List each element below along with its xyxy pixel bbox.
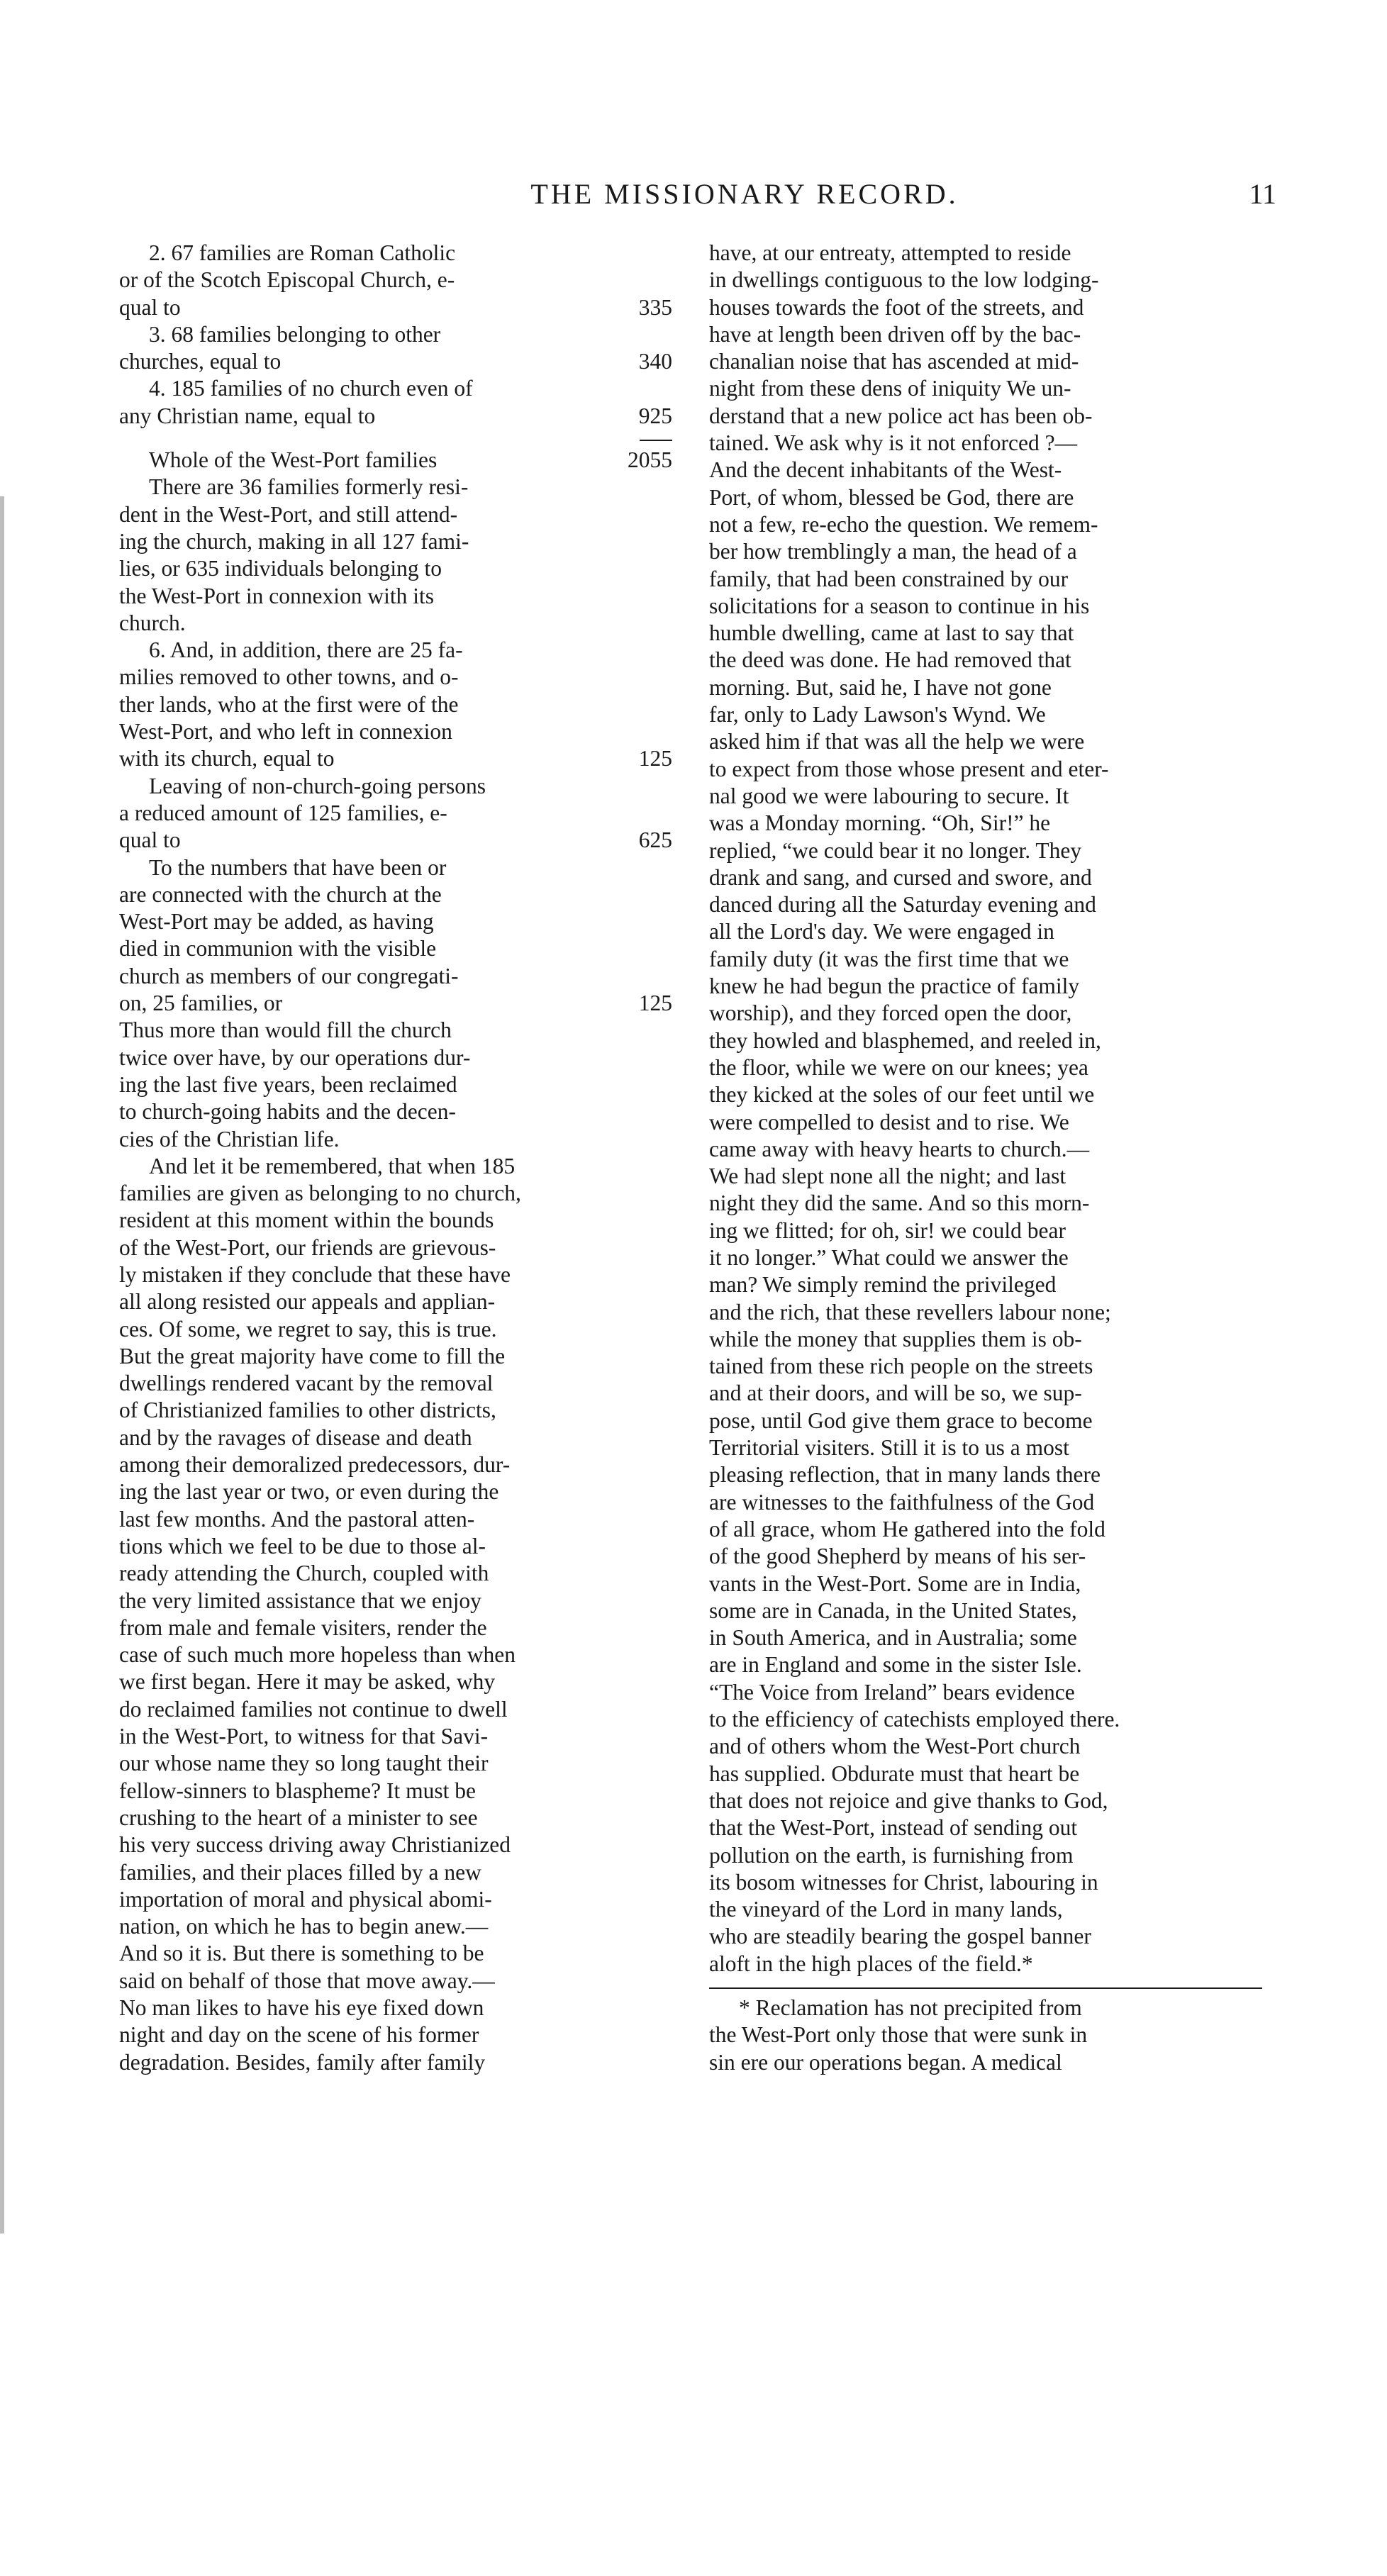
right-column-line-text: derstand that a new police act has been ob- — [709, 403, 1093, 428]
left-column-line — [119, 854, 672, 881]
right-column-line — [709, 1271, 1262, 1298]
right-column-line — [709, 1027, 1262, 1054]
right-column — [709, 240, 1262, 2076]
right-column-line-text: and the rich, that these revellers labour none; — [709, 1299, 1111, 1325]
right-column-line — [709, 1299, 1262, 1326]
left-column-line-text: Thus more than would fill the church — [119, 1017, 452, 1043]
left-column-line — [119, 321, 672, 348]
left-column-line-text: do reclaimed families not continue to dwell — [119, 1696, 508, 1722]
left-column-line — [119, 1696, 672, 1723]
right-column-line — [709, 1869, 1262, 1896]
left-column-line-text: Leaving of non-church-going persons — [149, 773, 486, 798]
right-column-line-text: houses towards the foot of the streets, and — [709, 294, 1084, 320]
right-column-line — [709, 647, 1262, 674]
right-column-line-text: “The Voice from Ireland” bears evidence — [709, 1679, 1075, 1705]
left-column-line — [119, 800, 672, 827]
right-column-line-text: pose, until God give them grace to become — [709, 1407, 1093, 1433]
right-column-line — [709, 810, 1262, 837]
left-column-line — [119, 1615, 672, 1641]
right-column-line-text: night they did the same. And so this morn- — [709, 1191, 1090, 1216]
left-column-line-text: ready attending the Church, coupled with — [119, 1561, 489, 1586]
left-column-line-text: degradation. Besides, family after family — [119, 2049, 486, 2075]
right-column-line-text: family, that had been constrained by our — [709, 566, 1069, 591]
left-column-line-text: of Christianized families to other districts, — [119, 1398, 496, 1423]
left-column-line — [119, 935, 672, 962]
right-column-line — [709, 1000, 1262, 1027]
right-column-line — [709, 864, 1262, 891]
left-column-line-figure: 335 — [638, 294, 672, 320]
left-column-line-text: ing the church, making in all 127 fami- — [119, 528, 469, 554]
left-column-line-text: or of the Scotch Episcopal Church, e- — [119, 267, 455, 293]
binding-edge-mark — [0, 496, 4, 2234]
left-column-line-text: and by the ravages of disease and death — [119, 1424, 472, 1450]
left-column-line-text: among their demoralized predecessors, dur- — [119, 1452, 511, 1478]
right-column-line-text: We had slept none all the night; and last — [709, 1164, 1066, 1189]
right-column-line — [709, 1679, 1262, 1706]
right-column-line — [709, 566, 1262, 593]
left-column-line-text: any Christian name, equal to — [119, 403, 376, 428]
left-column-line — [119, 1234, 672, 1261]
right-column-line-text: the West-Port only those that were sunk in — [709, 2022, 1088, 2048]
left-column-line — [119, 2022, 672, 2048]
right-column-line — [709, 1598, 1262, 1624]
left-column-line — [119, 1451, 672, 1478]
left-column-line — [119, 1071, 672, 1098]
right-column-line-text: in South America, and in Australia; some — [709, 1625, 1077, 1651]
left-column-line-text: To the numbers that have been or — [149, 854, 447, 880]
right-column-line-text: vants in the West-Port. Some are in India, — [709, 1571, 1081, 1596]
right-column-line-text: while the money that supplies them is ob- — [709, 1326, 1082, 1351]
right-column-line-text: night from these dens of iniquity We un- — [709, 376, 1071, 401]
left-column-line — [119, 1424, 672, 1451]
right-column-line — [709, 1896, 1262, 1923]
right-column-line-text: morning. But, said he, I have not gone — [709, 674, 1052, 700]
right-column-line — [709, 1109, 1262, 1136]
right-column-line-text: sin ere our operations began. A medical — [709, 2049, 1062, 2075]
right-column-line — [709, 1217, 1262, 1244]
right-column-line — [709, 1923, 1262, 1950]
left-column-line — [119, 1805, 672, 1831]
left-column-line — [119, 501, 672, 528]
left-column-line — [119, 1506, 672, 1533]
right-column-line — [709, 1814, 1262, 1841]
right-column-line-text: to expect from those whose present and eter- — [709, 756, 1109, 781]
left-column-line — [119, 267, 672, 294]
left-column-line-text: crushing to the heart of a minister to see — [119, 1805, 478, 1830]
right-column-line — [709, 1951, 1262, 1978]
right-column-line — [709, 484, 1262, 511]
left-column-line-text: milies removed to other towns, and o- — [119, 664, 459, 690]
right-column-line-text: man? We simply remind the privileged — [709, 1272, 1057, 1298]
left-column-line — [119, 528, 672, 555]
left-column-line-text: 2. 67 families are Roman Catholic — [149, 240, 456, 265]
right-column-line-text: of the good Shepherd by means of his ser- — [709, 1544, 1086, 1569]
left-column-line-text: night and day on the scene of his former — [119, 2022, 479, 2048]
left-column-line — [119, 1533, 672, 1560]
left-column-line-text: churches, equal to — [119, 349, 282, 374]
left-column-line — [119, 637, 672, 664]
left-column-line-text: And let it be remembered, that when 185 — [149, 1153, 516, 1178]
right-column-line-text: were compelled to desist and to rise. We — [709, 1109, 1069, 1134]
right-column-line-text: Port, of whom, blessed be God, there are — [709, 484, 1074, 510]
left-column-line-text: to church-going habits and the decen- — [119, 1099, 456, 1125]
right-column-line-text: asked him if that was all the help we were — [709, 729, 1085, 754]
left-column-line — [119, 773, 672, 800]
left-column-line — [119, 1288, 672, 1315]
left-column-line-text: But the great majority have come to fill the — [119, 1343, 506, 1368]
left-column-line-text: Whole of the West-Port families — [149, 447, 438, 473]
right-column-line-text: to the efficiency of catechists employed there. — [709, 1707, 1120, 1732]
right-column-line-text: has supplied. Obdurate must that heart be — [709, 1761, 1080, 1786]
right-column-line — [709, 1543, 1262, 1570]
left-column-line — [119, 348, 672, 375]
right-column-line-text: are in England and some in the sister Isle. — [709, 1652, 1082, 1678]
left-column-line-figure: 625 — [638, 827, 672, 853]
right-column-line-text: ing we flitted; for oh, sir! we could bear — [709, 1217, 1066, 1243]
right-column-line — [709, 620, 1262, 647]
left-column-line-text: ly mistaken if they conclude that these have — [119, 1261, 511, 1287]
left-column-line-text: tions which we feel to be due to those al- — [119, 1533, 486, 1559]
left-column-line — [119, 881, 672, 908]
left-column-line — [119, 1641, 672, 1668]
left-column-line — [119, 1343, 672, 1370]
right-column-line-text: in dwellings contiguous to the low lodging- — [709, 267, 1099, 293]
right-column-line — [709, 1842, 1262, 1869]
right-column-line — [709, 2022, 1262, 2048]
left-column-line-text: ces. Of some, we regret to say, this is true. — [119, 1316, 497, 1342]
right-column-line-text: they kicked at the soles of our feet until we — [709, 1082, 1095, 1108]
right-column-line-text: replied, “we could bear it no longer. They — [709, 837, 1082, 863]
left-column-line — [119, 610, 672, 637]
left-column-line-text: nation, on which he has to begin anew.— — [119, 1914, 489, 1939]
left-column-line — [119, 691, 672, 718]
right-column-line-text: was a Monday morning. “Oh, Sir!” he — [709, 810, 1051, 836]
left-column-rule — [640, 440, 672, 441]
right-column-line-text: * Reclamation has not precipited from — [739, 1995, 1082, 2020]
left-column-line — [119, 1126, 672, 1153]
left-column-line — [119, 1859, 672, 1886]
right-column-line — [709, 403, 1262, 430]
right-column-line — [709, 1081, 1262, 1108]
right-column-line-text: of all grace, whom He gathered into the fold — [709, 1516, 1105, 1541]
left-column-line — [119, 990, 672, 1017]
right-column-line — [709, 1353, 1262, 1380]
left-column-line — [119, 1968, 672, 1995]
right-column-line-text: that does not rejoice and give thanks to God, — [709, 1788, 1108, 1813]
right-column-line — [709, 593, 1262, 620]
right-column-line — [709, 430, 1262, 457]
right-column-line-text: and at their doors, and will be so, we sup- — [709, 1381, 1082, 1406]
right-column-line — [709, 348, 1262, 375]
right-column-line-text: and of others whom the West-Port church — [709, 1734, 1081, 1759]
left-column-line-text: And so it is. But there is something to be — [119, 1941, 484, 1966]
right-column-line-text: humble dwelling, came at last to say that — [709, 620, 1074, 646]
left-column-line-text: There are 36 families formerly resi- — [149, 474, 469, 500]
left-column-line — [119, 1098, 672, 1125]
left-column-line-text: his very success driving away Christianized — [119, 1832, 511, 1858]
right-column-line-text: not a few, re-echo the question. We remem- — [709, 511, 1098, 537]
right-column-line-text: have at length been driven off by the bac- — [709, 321, 1081, 347]
left-column-line — [119, 1831, 672, 1858]
right-column-line — [709, 674, 1262, 701]
left-column-line-text: dwellings rendered vacant by the removal — [119, 1371, 494, 1396]
left-column-line-text: last few months. And the pastoral atten- — [119, 1506, 475, 1532]
left-column-line — [119, 583, 672, 610]
right-column-line-text: And the decent inhabitants of the West- — [709, 457, 1062, 483]
left-column-line — [119, 1207, 672, 1234]
left-column-line — [119, 1886, 672, 1913]
right-column-line-text: chanalian noise that has ascended at mid- — [709, 349, 1079, 374]
left-column-line-text: we first began. Here it may be asked, why — [119, 1669, 496, 1695]
left-column-line-text: the West-Port in connexion with its — [119, 583, 434, 608]
right-column-line — [709, 783, 1262, 810]
page-number: 11 — [1249, 178, 1276, 210]
right-column-line-text: all the Lord's day. We were engaged in — [709, 919, 1054, 944]
left-column-line — [119, 745, 672, 772]
left-column-line-text: our whose name they so long taught their — [119, 1751, 489, 1776]
left-column-line-text: on, 25 families, or — [119, 991, 283, 1016]
left-column-line — [119, 240, 672, 267]
right-column-line — [709, 1407, 1262, 1434]
left-column-line — [119, 1778, 672, 1805]
left-column-line-text: ing the last five years, been reclaimed — [119, 1071, 457, 1097]
left-column-line — [119, 1588, 672, 1615]
left-column-line-figure: 2055 — [628, 447, 672, 473]
right-column-line-text: its bosom witnesses for Christ, labouring in — [709, 1869, 1098, 1895]
page-header — [113, 177, 1276, 227]
right-column-line — [709, 2049, 1262, 2076]
left-column-line-figure: 925 — [638, 403, 672, 428]
left-column-line-text: died in communion with the visible — [119, 936, 437, 961]
left-column-line-text: 4. 185 families of no church even of — [149, 376, 473, 401]
right-column-line-text: that the West-Port, instead of sending out — [709, 1815, 1078, 1841]
right-column-line — [709, 701, 1262, 728]
left-column-line — [119, 1723, 672, 1750]
right-column-line — [709, 538, 1262, 565]
right-column-line — [709, 1651, 1262, 1678]
right-column-line-text: the floor, while we were on our knees; yea — [709, 1054, 1088, 1080]
left-column-line-text: church. — [119, 610, 186, 635]
left-column-line-text: fellow-sinners to blaspheme? It must be — [119, 1778, 477, 1803]
left-column-line — [119, 1560, 672, 1587]
left-column-line — [119, 963, 672, 990]
right-column-line — [709, 1761, 1262, 1788]
right-column-line — [709, 973, 1262, 1000]
left-column-line-text: case of such much more hopeless than when — [119, 1642, 516, 1668]
left-column-line — [119, 827, 672, 854]
left-column-line-text: 3. 68 families belonging to other — [149, 321, 441, 347]
left-column-line — [119, 1044, 672, 1071]
right-column-line-text: ber how tremblingly a man, the head of a — [709, 539, 1077, 564]
right-column-line-text: they howled and blasphemed, and reeled in, — [709, 1027, 1101, 1053]
left-column-line — [119, 2049, 672, 2076]
left-column-line-text: No man likes to have his eye fixed down — [119, 1995, 484, 2020]
left-column-line-text: resident at this moment within the bounds — [119, 1208, 494, 1233]
right-column-line-text: worship), and they forced open the door, — [709, 1000, 1072, 1026]
running-title: THE MISSIONARY RECORD. — [530, 178, 959, 210]
left-column-line-text: dent in the West-Port, and still attend- — [119, 501, 458, 527]
left-column-line-text: West-Port, and who left in connexion — [119, 719, 452, 745]
right-column-line-text: drank and sang, and cursed and swore, and — [709, 864, 1092, 890]
left-column-line — [119, 664, 672, 691]
right-column-line-text: knew he had begun the practice of family — [709, 974, 1080, 999]
left-column-line — [119, 1913, 672, 1940]
right-column-line — [709, 1054, 1262, 1081]
right-column-line-text: have, at our entreaty, attempted to reside — [709, 240, 1071, 265]
left-column-line-text: a reduced amount of 125 families, e- — [119, 800, 447, 825]
left-column — [119, 240, 672, 2076]
left-column-line — [119, 1478, 672, 1505]
right-column-line — [709, 1434, 1262, 1461]
left-column-line-text: families are given as belonging to no church, — [119, 1181, 521, 1206]
right-column-line — [709, 1995, 1262, 2022]
right-column-line-text: pleasing reflection, that in many lands there — [709, 1462, 1101, 1488]
right-column-line — [709, 1136, 1262, 1163]
right-column-line-text: who are steadily bearing the gospel banner — [709, 1924, 1091, 1949]
left-column-line-text: families, and their places filled by a new — [119, 1859, 481, 1885]
left-column-line-text: with its church, equal to — [119, 746, 335, 771]
left-column-line-text: twice over have, by our operations dur- — [119, 1044, 471, 1070]
right-column-line — [709, 1788, 1262, 1814]
right-column-line — [709, 1624, 1262, 1651]
right-column-line — [709, 1326, 1262, 1353]
left-column-line-figure: 125 — [638, 991, 672, 1016]
left-column-line-text: 6. And, in addition, there are 25 fa- — [149, 637, 463, 663]
right-column-line — [709, 1571, 1262, 1598]
left-column-line — [119, 403, 672, 430]
left-column-line-text: ther lands, who at the first were of the — [119, 691, 459, 717]
right-column-line — [709, 267, 1262, 294]
right-column-line — [709, 321, 1262, 348]
right-column-line — [709, 891, 1262, 918]
left-column-line — [119, 1180, 672, 1207]
right-column-line-text: family duty (it was the first time that we — [709, 946, 1069, 971]
left-column-line-text: church as members of our congregati- — [119, 963, 459, 988]
left-column-line — [119, 908, 672, 935]
right-column-line-text: the deed was done. He had removed that — [709, 647, 1071, 673]
right-column-line — [709, 240, 1262, 267]
right-column-line-text: the vineyard of the Lord in many lands, — [709, 1897, 1063, 1922]
left-column-line-text: cies of the Christian life. — [119, 1126, 340, 1152]
right-column-line — [709, 728, 1262, 755]
right-column-line — [709, 1461, 1262, 1488]
left-column-line — [119, 1995, 672, 2022]
right-column-line-text: danced during all the Saturday evening and — [709, 892, 1096, 918]
right-column-line-text: some are in Canada, in the United States, — [709, 1598, 1077, 1623]
right-column-line — [709, 1244, 1262, 1271]
right-column-line — [709, 294, 1262, 321]
right-column-line — [709, 511, 1262, 538]
left-column-line — [119, 474, 672, 501]
left-column-line — [119, 1370, 672, 1397]
right-column-line — [709, 1380, 1262, 1407]
right-column-line-text: Territorial visiters. Still it is to us a most — [709, 1435, 1069, 1461]
right-column-line — [709, 1163, 1262, 1190]
right-column-line — [709, 1190, 1262, 1217]
left-column-line-text: ing the last year or two, or even during the — [119, 1479, 499, 1505]
left-column-line — [119, 294, 672, 321]
right-column-line — [709, 375, 1262, 402]
right-column-line-text: tained. We ask why is it not enforced ?— — [709, 430, 1078, 456]
left-column-line — [119, 1397, 672, 1424]
left-column-line — [119, 1017, 672, 1044]
right-column-line — [709, 756, 1262, 783]
left-column-line — [119, 718, 672, 745]
left-column-line — [119, 375, 672, 402]
right-column-line — [709, 1516, 1262, 1543]
right-column-line-text: solicitations for a season to continue in his — [709, 593, 1090, 618]
left-column-line — [119, 1940, 672, 1967]
right-column-line — [709, 457, 1262, 484]
left-column-line-text: of the West-Port, our friends are grievous- — [119, 1234, 496, 1260]
right-column-line — [709, 837, 1262, 864]
right-column-rule — [709, 1987, 1262, 1989]
left-column-line-figure: 340 — [638, 349, 672, 374]
left-column-line-figure: 125 — [638, 746, 672, 771]
right-column-line-text: nal good we were labouring to secure. It — [709, 783, 1069, 808]
left-column-line-text: in the West-Port, to witness for that Savi- — [119, 1724, 489, 1749]
left-column-line-text: the very limited assistance that we enjoy — [119, 1588, 481, 1613]
left-column-line — [119, 1750, 672, 1777]
left-column-line-text: qual to — [119, 294, 181, 320]
right-column-line — [709, 918, 1262, 945]
left-column-line — [119, 1153, 672, 1180]
right-column-line — [709, 1733, 1262, 1760]
right-column-line-text: tained from these rich people on the streets — [709, 1354, 1093, 1379]
left-column-line — [119, 1316, 672, 1343]
right-column-line-text: pollution on the earth, is furnishing from — [709, 1842, 1074, 1868]
left-column-line-text: qual to — [119, 827, 181, 853]
left-column-line — [119, 1668, 672, 1695]
right-column-line — [709, 946, 1262, 973]
left-column-line-text: all along resisted our appeals and applian- — [119, 1289, 496, 1315]
right-column-line-text: came away with heavy hearts to church.— — [709, 1136, 1090, 1161]
left-column-line-text: from male and female visiters, render the — [119, 1615, 487, 1640]
left-column-line-text: are connected with the church at the — [119, 881, 442, 907]
left-column-line-text: West-Port may be added, as having — [119, 909, 434, 935]
left-column-line-text: said on behalf of those that move away.— — [119, 1968, 495, 1993]
right-column-line-text: aloft in the high places of the field.* — [709, 1951, 1033, 1976]
left-column-line-text: importation of moral and physical abomi- — [119, 1886, 492, 1912]
left-column-line — [119, 447, 672, 474]
left-column-line-text: lies, or 635 individuals belonging to — [119, 556, 442, 581]
left-column-line — [119, 555, 672, 582]
right-column-line — [709, 1489, 1262, 1516]
right-column-line-text: are witnesses to the faithfulness of the God — [709, 1489, 1095, 1515]
left-column-line — [119, 1261, 672, 1288]
right-column-line-text: it no longer.” What could we answer the — [709, 1244, 1069, 1270]
right-column-line-text: far, only to Lady Lawson's Wynd. We — [709, 702, 1046, 727]
right-column-line — [709, 1706, 1262, 1733]
